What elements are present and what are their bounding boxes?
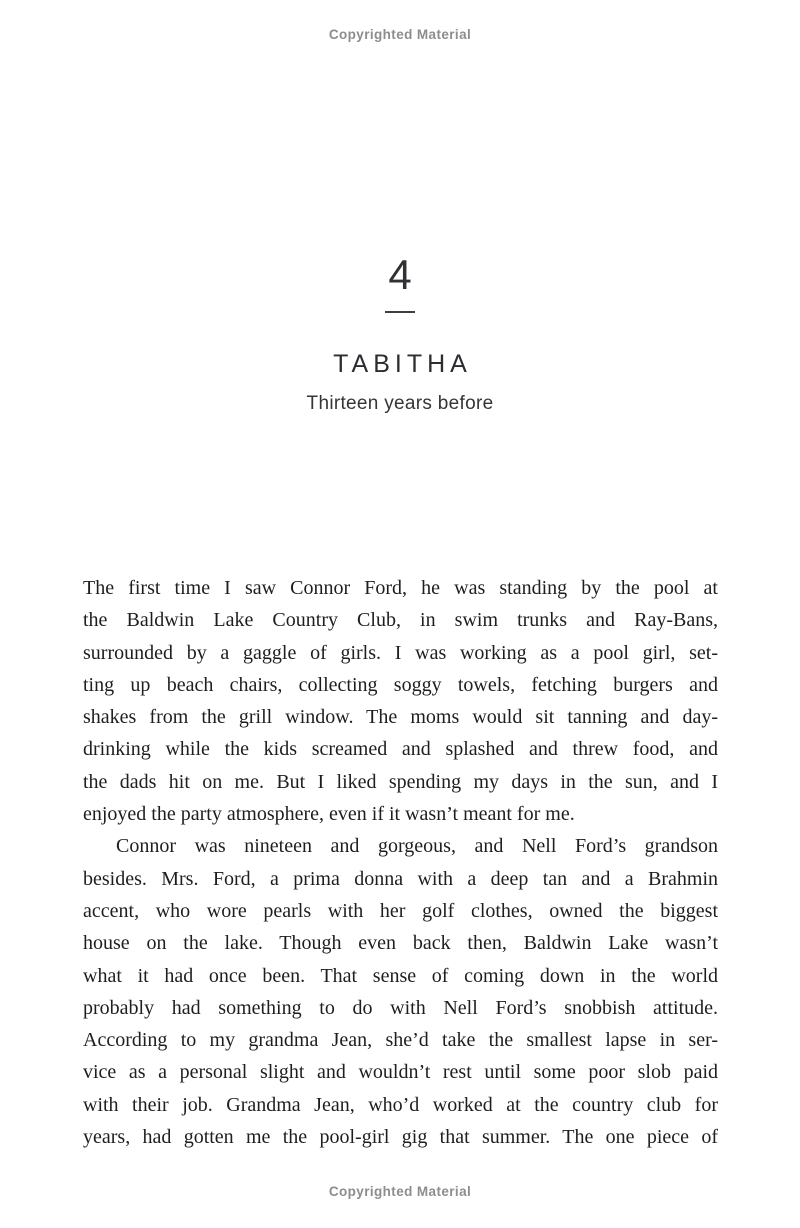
text-line: surrounded by a gaggle of girls. I was working as a pool girl, set- [83, 641, 718, 664]
chapter-subtitle: Thirteen years before [306, 393, 494, 414]
text-line: the Baldwin Lake Country Club, in swim trunks and Ray-Bans, [83, 609, 718, 632]
paragraph [83, 572, 718, 830]
text-line: According to my grandma Jean, she’d take the smallest lapse in ser- [83, 1029, 718, 1052]
text-line: years, had gotten me the pool-girl gig that summer. The one piece of [83, 1126, 718, 1149]
text-line: enjoyed the party atmosphere, even if it wasn’t meant for me. [83, 803, 575, 826]
body-text [83, 572, 718, 1153]
text-line: the dads hit on me. But I liked spending my days in the sun, and I [83, 770, 718, 793]
text-line: Connor was nineteen and gorgeous, and Nell Ford’s grandson [116, 835, 718, 858]
chapter-divider-rule [385, 311, 415, 313]
text-line: what it had once been. That sense of coming down in the world [83, 964, 718, 987]
text-line: The first time I saw Connor Ford, he was standing by the pool at [83, 577, 718, 599]
copyright-watermark-bottom: Copyrighted Material [328, 1184, 472, 1199]
text-line: shakes from the grill window. The moms would sit tanning and day- [83, 706, 718, 729]
text-line: probably had something to do with Nell Ford’s snobbish attitude. [83, 996, 718, 1019]
text-line: drinking while the kids screamed and splashed and threw food, and [83, 738, 718, 761]
text-line: besides. Mrs. Ford, a prima donna with a deep tan and a Brahmin [83, 867, 718, 890]
chapter-title: TABITHA [333, 350, 472, 378]
text-line: house on the lake. Though even back then, Baldwin Lake wasn’t [83, 932, 718, 955]
text-line: accent, who wore pearls with her golf clothes, owned the biggest [83, 899, 718, 922]
text-line: with their job. Grandma Jean, who’d worked at the country club for [83, 1093, 718, 1116]
text-line: vice as a personal slight and wouldn’t rest until some poor slob paid [83, 1061, 718, 1084]
paragraph [83, 830, 718, 1153]
text-line: ting up beach chairs, collecting soggy towels, fetching burgers and [83, 673, 718, 696]
copyright-watermark-top: Copyrighted Material [328, 27, 472, 42]
chapter-number: 4 [388, 251, 412, 298]
